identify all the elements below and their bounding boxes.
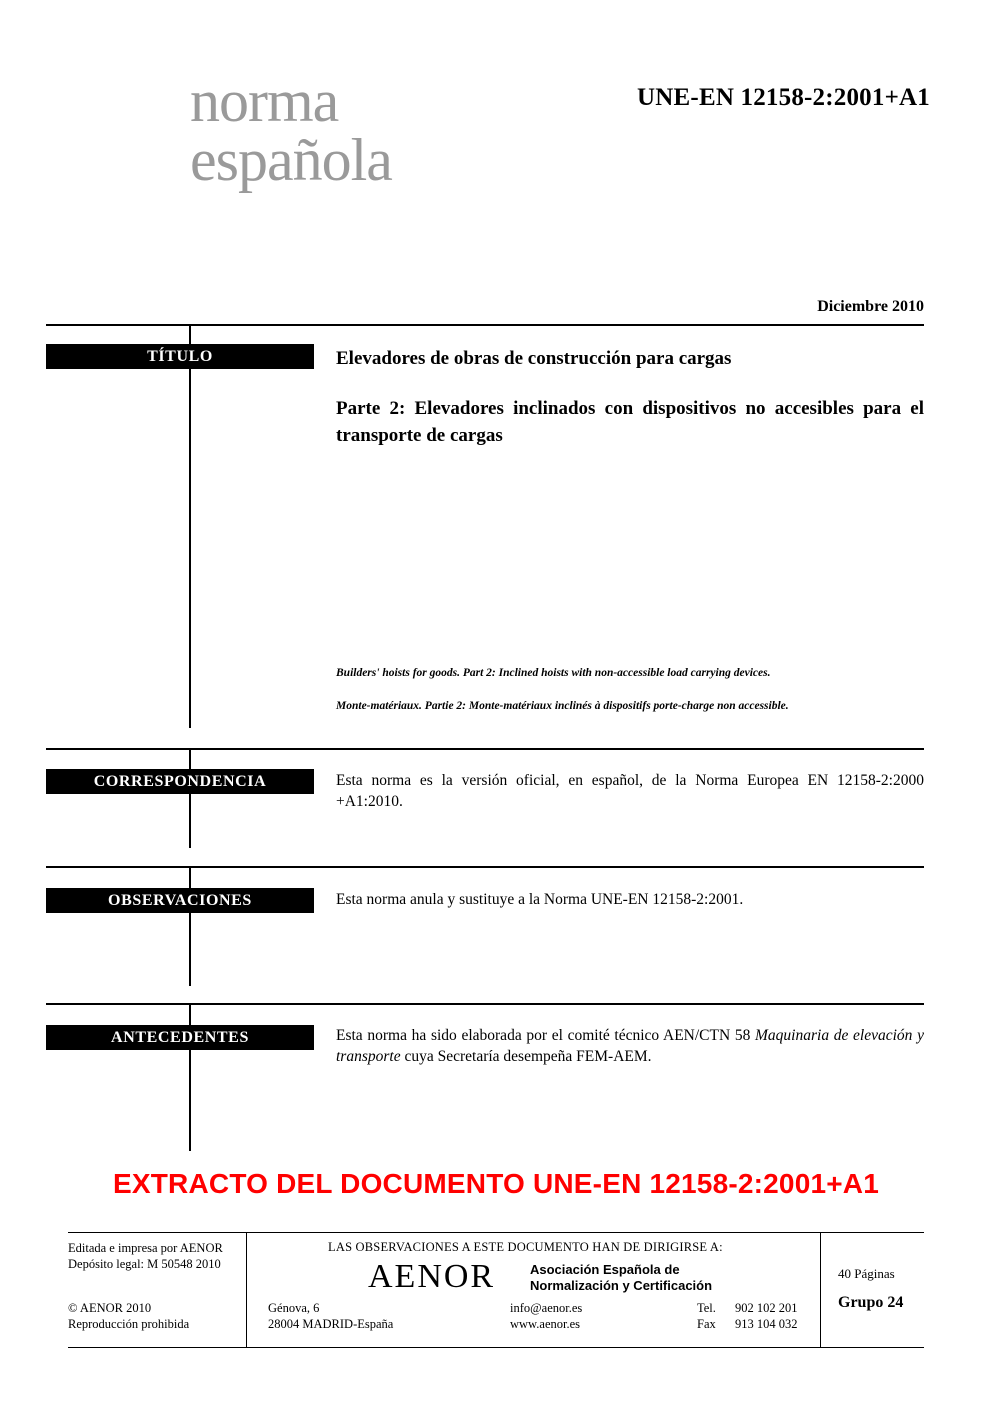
footer-rule-bottom: [68, 1347, 924, 1348]
standard-reference-code: UNE-EN 12158-2:2001+A1: [637, 84, 930, 111]
rule-top-correspondencia: [46, 748, 924, 750]
rule-top-antecedentes: [46, 1003, 924, 1005]
editor-line-2: Depósito legal: M 50548 2010: [68, 1257, 221, 1271]
copyright-line-1: © AENOR 2010: [68, 1301, 152, 1315]
masthead: [190, 70, 930, 192]
rule-top-titulo: [46, 324, 924, 326]
aenor-sub-line-1: Asociación Española de: [530, 1262, 680, 1277]
label-antecedentes: ANTECEDENTES: [46, 1025, 314, 1050]
aenor-logo-subtitle: [530, 1262, 712, 1295]
tel-label: Tel.: [697, 1301, 716, 1315]
issue-date: Diciembre 2010: [817, 298, 924, 315]
standard-title-fr: Monte-matériaux. Partie 2: Monte-matériaux inclinés à dispositifs porte-charge non accessible.: [336, 700, 789, 712]
group-label: Grupo 24: [838, 1294, 904, 1311]
observations-notice: LAS OBSERVACIONES A ESTE DOCUMENTO HAN DE DIRIGIRSE A:: [328, 1240, 723, 1254]
extract-banner: EXTRACTO DEL DOCUMENTO UNE-EN 12158-2:2001+A1: [113, 1168, 879, 1199]
vrule-observaciones: [189, 866, 191, 986]
correspondencia-text: Esta norma es la versión oficial, en español, de la Norma Europea EN 12158-2:2000 +A1:2010.: [336, 772, 924, 811]
aenor-sub-line-2: Normalización y Certificación: [530, 1278, 713, 1294]
fax-value: 913 104 032: [735, 1317, 798, 1331]
footer-rule-top: [68, 1232, 924, 1233]
standard-title-en: Builders' hoists for goods. Part 2: Inclined hoists with non-accessible load carrying devices.: [336, 667, 771, 679]
antecedentes-text-part2: cuya Secretaría desempeña FEM-AEM.: [400, 1048, 652, 1066]
footer-divider-1: [246, 1232, 247, 1347]
aenor-logo: AENOR: [368, 1258, 496, 1295]
antecedentes-text-italic: Maquinaria de elevación y transporte: [336, 1027, 924, 1066]
tel-value: 902 102 201: [735, 1301, 798, 1315]
label-titulo: TÍTULO: [46, 344, 314, 369]
standard-title-es: Elevadores de obras de construcción para cargas: [336, 348, 732, 369]
vrule-titulo: [189, 324, 191, 728]
copyright-line-2: Reproducción prohibida: [68, 1317, 190, 1331]
observaciones-text: Esta norma anula y sustituye a la Norma UNE-EN 12158-2:2001.: [336, 891, 744, 908]
brand-line-1: norma: [190, 68, 339, 134]
address-line-1: Génova, 6: [268, 1301, 320, 1315]
editor-line-1: Editada e impresa por AENOR: [68, 1241, 223, 1255]
brand-line-2: española: [190, 127, 392, 193]
rule-top-observaciones: [46, 866, 924, 868]
fax-label: Fax: [697, 1317, 716, 1331]
page-count: 40 Páginas: [838, 1266, 895, 1281]
footer-divider-2: [820, 1232, 821, 1347]
label-observaciones: OBSERVACIONES: [46, 888, 314, 913]
address-line-2: 28004 MADRID-España: [268, 1317, 394, 1331]
antecedentes-text: [336, 1025, 924, 1068]
label-correspondencia: CORRESPONDENCIA: [46, 769, 314, 794]
email-link[interactable]: info@aenor.es: [510, 1301, 583, 1315]
vrule-correspondencia: [189, 748, 191, 848]
standard-subtitle-es: Parte 2: Elevadores inclinados con dispositivos no accesibles para el transporte de cargas: [336, 398, 924, 446]
antecedentes-text-part1: Esta norma ha sido elaborada por el comité técnico AEN/CTN 58: [336, 1027, 756, 1044]
website-link[interactable]: www.aenor.es: [510, 1317, 581, 1331]
